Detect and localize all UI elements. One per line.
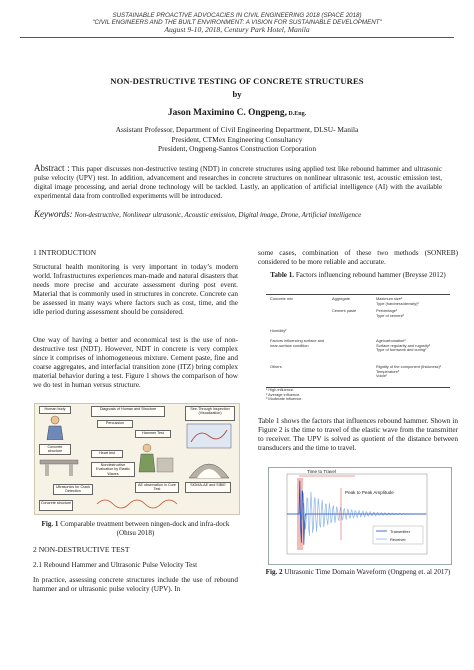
intro-paragraph-2: One way of having a better and economical test is the use of non-destructive test (NDT). However, NDT in concrete is very complex since it comprises of inhomogeneous mixture. Cement paste, fine and coarse aggregates, and interfacial transition zone (ITZ) bring complex material behavior during a test. Figure 1 shows the comparison of how we do test in human versus structure. — [33, 336, 238, 389]
legend-receiver: Receiver — [390, 536, 406, 542]
affiliation-line: President, CTMex Engineering Consultancy — [171, 134, 303, 144]
table-cell: Factors influencing surface and near-surface condition — [270, 338, 325, 348]
peak-amplitude-label: Peak to Peak Amplitude — [345, 490, 394, 495]
fig1-percussion-label: Percussion — [97, 420, 133, 428]
fig1-ndt-evaluation-label: Nondestructive Evaluation by Elastic Waves — [91, 462, 135, 477]
affiliation-line: President, Ongpeng-Santos Construction Corporation — [157, 144, 317, 154]
figure-1-caption-label: Fig. 1 — [41, 520, 59, 528]
table-cell: Others — [270, 364, 282, 369]
table-1-caption-label: Table 1. — [270, 271, 295, 279]
fig1-ultrasonics-label: Ultrasonics for Crack Detection — [53, 484, 93, 495]
bridge-icon — [39, 456, 79, 478]
fig1-human-body-label: Human body — [39, 406, 71, 414]
paper-title: NON-DESTRUCTIVE TESTING OF CONCRETE STRUCTURES — [110, 76, 364, 86]
table-cell: Age/carbonation² Surface regularity and rugosity² Type of formwork and curing² — [376, 338, 431, 353]
fig1-see-through-label: See-Through Inspection (Visualization) — [185, 406, 235, 421]
table-cell: Percentage² Type of cement² — [376, 308, 404, 318]
table-1-caption — [258, 271, 458, 280]
header-rule — [20, 37, 454, 38]
right-paragraph-mid: Table 1 shows the factors that influences rebound hammer. Shown in Figure 2 is the time to travel of the elastic wave from the transmitter to receiver. The UPV is solved as quotient of the distance between transducers and the time to travel. — [258, 417, 458, 452]
table-cell: Concrete mix — [270, 296, 293, 301]
section-1-heading: 1 INTRODUCTION — [33, 248, 97, 257]
table-cell: Rigidity of the component (thickness)² Temperature³ Voids² — [376, 364, 442, 379]
abstract-label: Abstract : — [34, 163, 70, 173]
subsection-2-1-heading: 2.1 Rebound Hammer and Ultrasonic Pulse Velocity Test — [33, 561, 198, 569]
table-note: ³ Moderate influence. — [266, 396, 303, 401]
figure-1-caption — [33, 520, 238, 537]
table-cell: Cement paste — [332, 308, 357, 313]
fig1-ae-observation-label: AE observation in Cure Test — [135, 482, 179, 493]
author-name — [20, 108, 454, 118]
conference-line-1: SUSTAINABLE PROACTIVE ADVOCACIES IN CIVIL ENGINEERING 2018 (SPACE 2018) — [112, 12, 362, 19]
intro-paragraph-1: Structural health monitoring is very important in today’s modern world. Infrastructures experiences man-made and natural disasters that needs more precise and accurate assessment during post event. Material that is commonly used in structures in concrete. Concrete can be assessed in many ways where factors such as cost, time, and the idle period during assessment should be considered. — [33, 263, 238, 316]
author-name-text: Jason Maximino C. Ongpeng, — [167, 108, 287, 118]
fig1-heart-test-label: Heart test — [91, 450, 123, 458]
author-degree: D.Eng. — [286, 111, 307, 117]
by-label: by — [232, 89, 242, 99]
waveform-plot — [269, 468, 451, 564]
abstract — [34, 164, 442, 201]
conference-date-venue: August 9-10, 2018, Century Park Hotel, Manila — [164, 25, 310, 34]
table-1-caption-text: Factors influencing rebound hammer (Breysse 2012) — [294, 271, 446, 279]
legend-transmitter: Transmitter — [390, 528, 411, 534]
right-paragraph-top: some cases, combination of these two methods (SONREB) considered to be more reliable and accurate. — [258, 249, 458, 266]
tunnel-icon — [185, 454, 233, 480]
table-note: ¹ High influence. — [266, 387, 295, 392]
figure-1-illustration — [34, 403, 240, 515]
keywords-label: Keywords: — [34, 209, 73, 219]
figure-2-waveform — [268, 467, 452, 565]
fig1-diagnosis-label: Diagnosis of Human and Structure — [91, 406, 165, 417]
table-note: ² Average influence. — [266, 391, 301, 397]
table-cell: Aggregate — [332, 296, 350, 301]
fig1-concrete-structure-label: Concrete structure — [39, 444, 71, 455]
fig1-concrete-structure-label-2: Concrete structure — [39, 500, 73, 511]
table-1 — [266, 294, 450, 388]
figure-2-caption-label: Fig. 2 — [265, 568, 283, 576]
xray-visualization-icon — [185, 422, 233, 450]
abstract-text: This paper discusses non-destructive testing (NDT) in concrete structures using applied test like rebound hammer and ultrasonic pulse velocity (UPV) test. In addition, advancement and researches in concrete structures on nonlinear ultrasonic test, acoustic emission test, digital image processing, and aerial drone technology will be tackled. Lastly, an application of artificial intelligence (AI) with the available experimental data from controlled experiments will be introduced. — [34, 165, 442, 200]
affiliations — [20, 125, 454, 154]
figure-2-caption — [258, 568, 458, 577]
table-1-notes — [266, 388, 450, 402]
conference-line-2: "CIVIL ENGINEERS AND THE BUILT ENVIRONMENT: A VISION FOR SUSTAINABLE DEVELOPMENT" — [92, 19, 382, 26]
person-icon — [41, 414, 69, 440]
figure-2-caption-text: Ultrasonic Time Domain Waveform (Ongpeng et. al 2017) — [282, 568, 451, 576]
affiliation-line: Assistant Professor, Department of Civil Engineering Department, DLSU- Manila — [115, 125, 359, 134]
figure-1-caption-text: Comparable treatment between ningen-dock and infra-dock (Ohtsu 2018) — [58, 520, 230, 537]
section-2-heading: 2 NON-DESTRUCTIVE TEST — [33, 545, 130, 554]
fig1-hammer-test-label: Hammer Test — [135, 430, 171, 438]
wave-arrow-icon — [95, 496, 185, 512]
section-2-paragraph: In practice, assessing concrete structures include the use of rebound hammer and or ultrasonic pulse velocity (UPV). In — [33, 576, 238, 593]
time-to-travel-label: Time to Travel — [307, 469, 336, 474]
table-cell: Humidity² — [270, 328, 287, 333]
fig1-sigma-label: SiGMA-AE and SIBIE — [185, 482, 231, 493]
keywords-text: Non-destructive, Nonlinear ultrasonic, Acoustic emission, Digital image, Drone, Artificial intelligence — [72, 211, 362, 219]
keywords — [34, 210, 442, 220]
table-cell: Maximum size² Type (hardness/density)² — [376, 296, 419, 306]
